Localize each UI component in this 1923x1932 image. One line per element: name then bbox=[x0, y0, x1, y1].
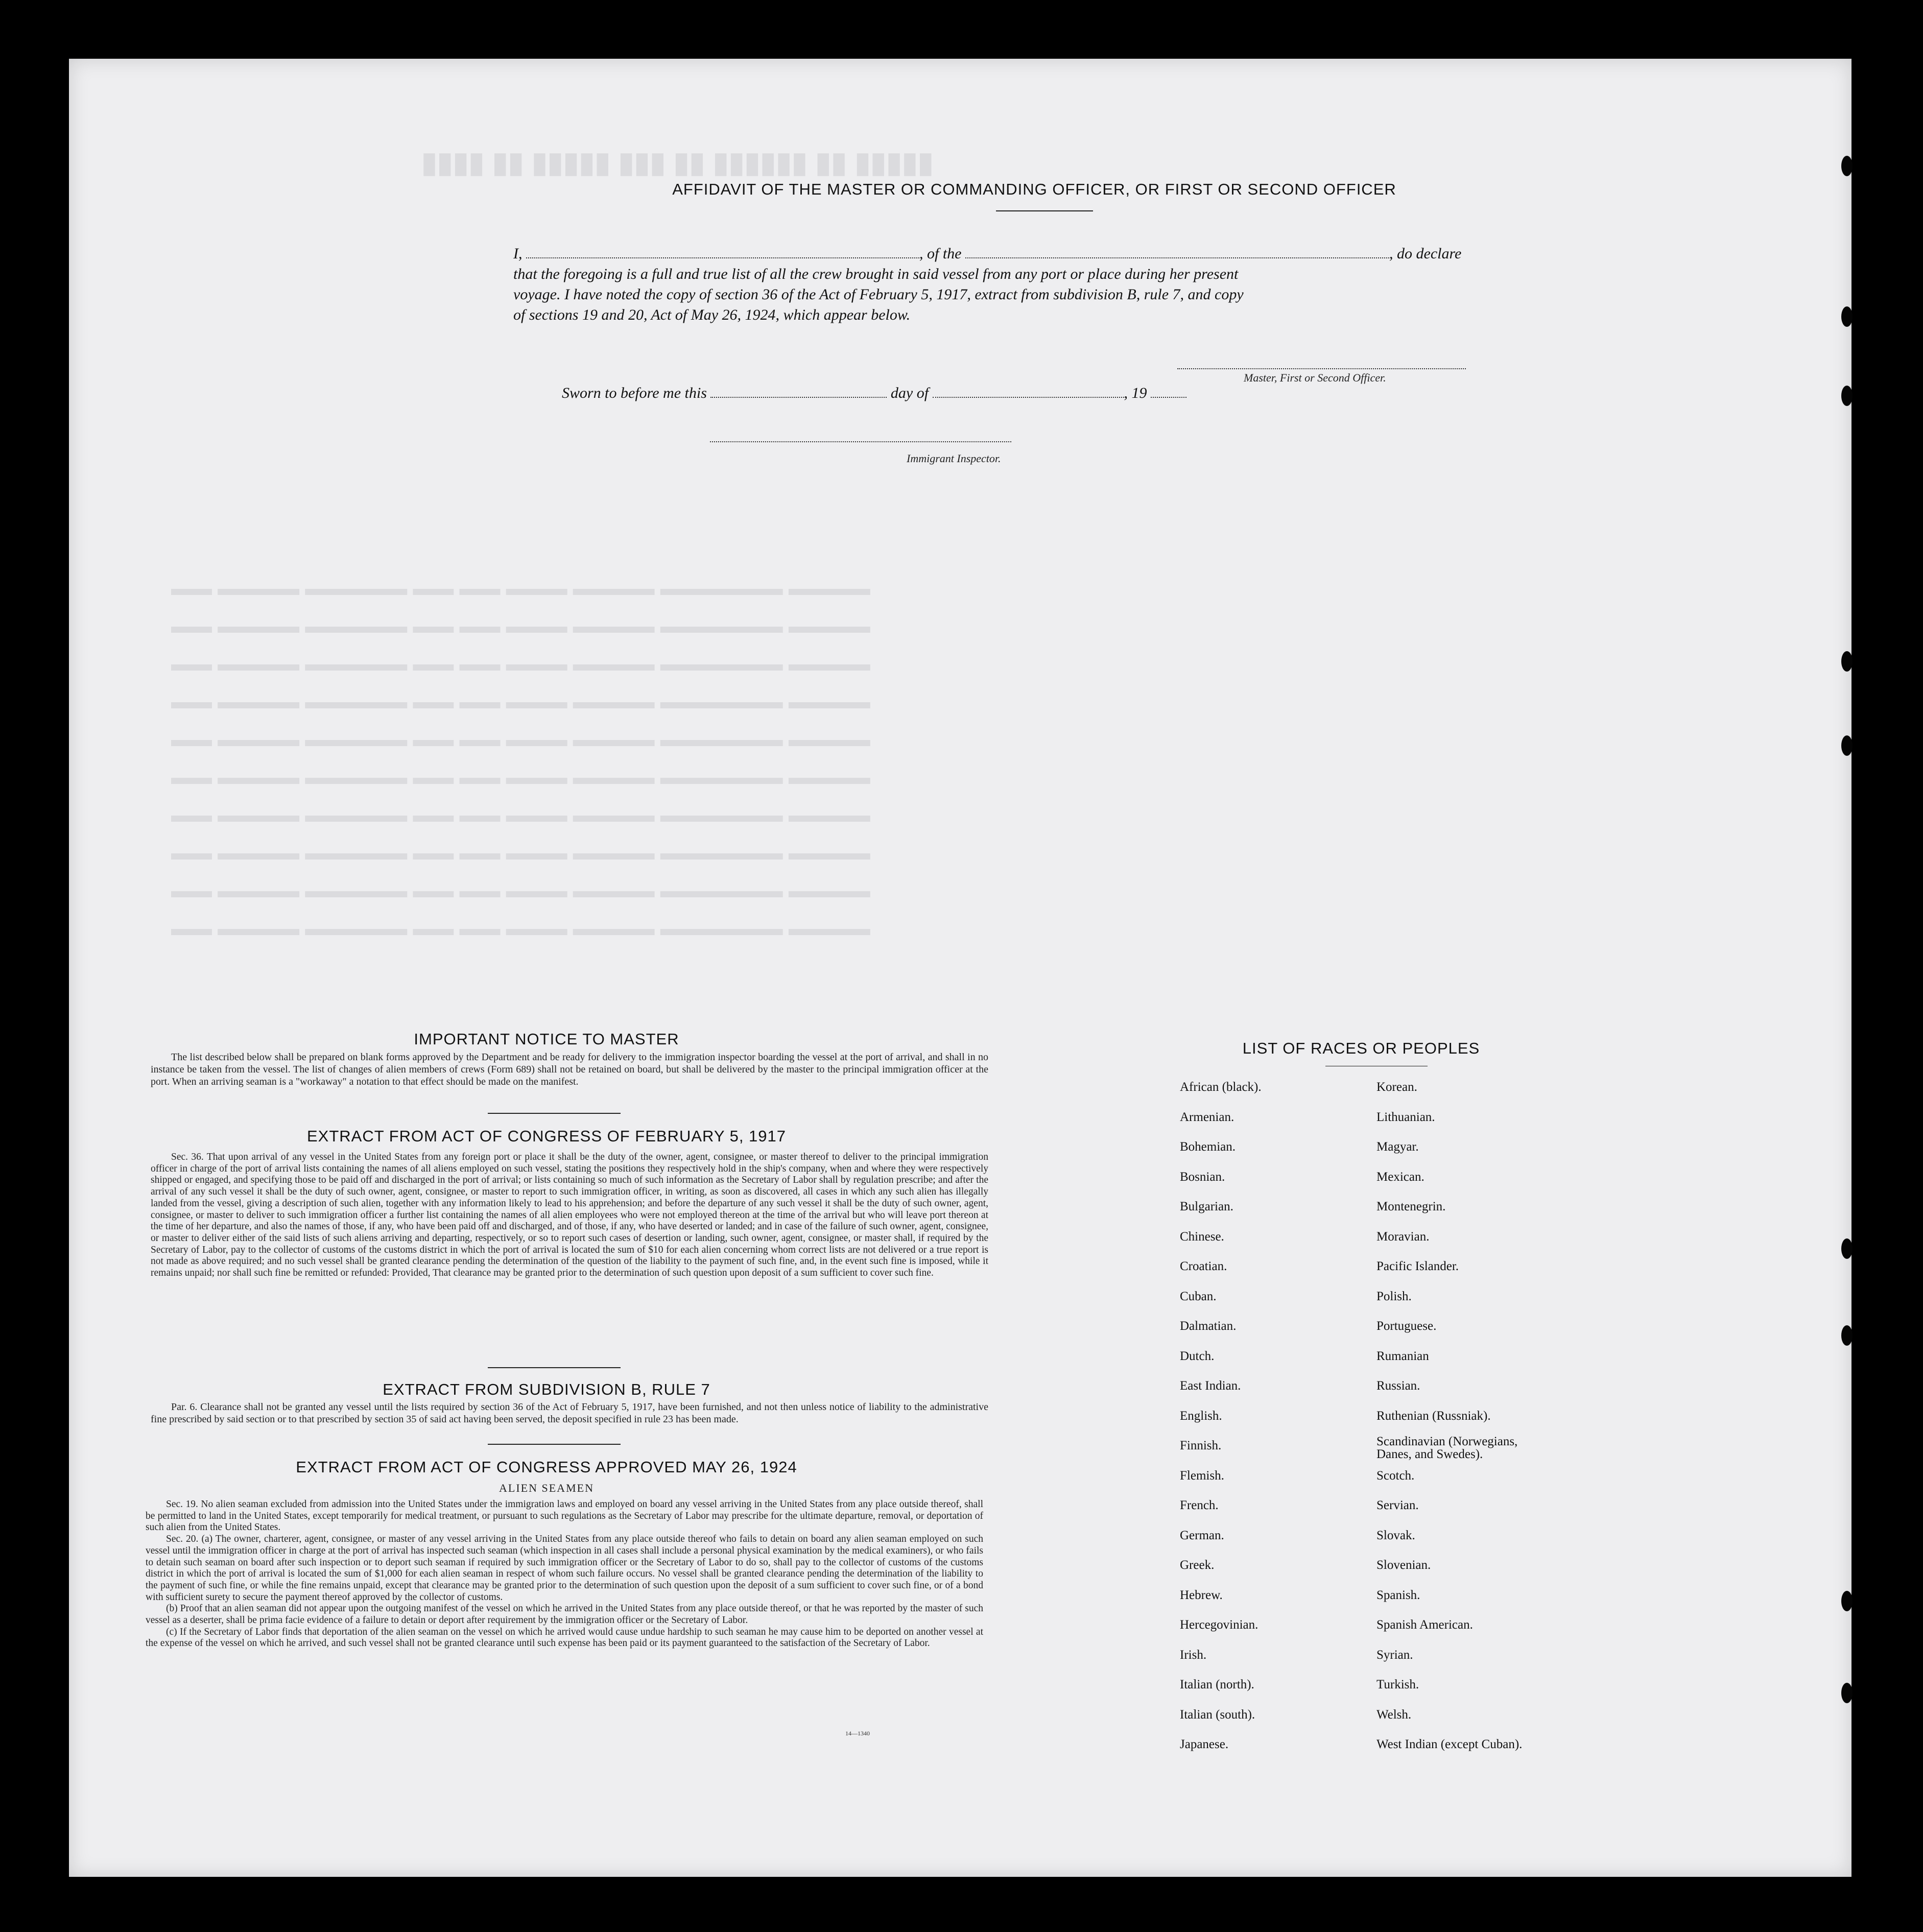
race-item: Rumanian bbox=[1376, 1349, 1429, 1363]
race-item: Dutch. bbox=[1180, 1349, 1215, 1363]
master-signature-line[interactable] bbox=[1177, 368, 1466, 369]
race-item: Moravian. bbox=[1376, 1229, 1430, 1244]
punch-hole bbox=[1841, 306, 1853, 327]
race-item: Croatian. bbox=[1180, 1259, 1227, 1273]
notice-title: IMPORTANT NOTICE TO MASTER bbox=[414, 1030, 679, 1048]
affidavit-line-1 bbox=[513, 244, 1576, 264]
rule-7-title: EXTRACT FROM SUBDIVISION B, RULE 7 bbox=[383, 1380, 710, 1398]
race-item: Italian (north). bbox=[1180, 1678, 1254, 1691]
rule-7-text bbox=[151, 1401, 988, 1425]
race-item: French. bbox=[1180, 1498, 1219, 1512]
races-right-column bbox=[1376, 1072, 1545, 1760]
punch-hole bbox=[1841, 386, 1853, 406]
race-item: Flemish. bbox=[1180, 1468, 1224, 1483]
punch-hole bbox=[1841, 1238, 1853, 1259]
race-item: English. bbox=[1180, 1409, 1222, 1423]
sec-20a-paragraph: Sec. 20. (a) The owner, charterer, agent, consignee, or master of any vessel arriving in the United States from any place outside thereof who fails to detain on board any alien seaman employed on such vessel until the immigration officer in charge at the port of arrival has inspected such seaman (which inspection in all cases shall include a personal physical examination by the medical examiners), or who fails to detain such seaman on board after such inspection or to deport such seaman if required by such immigration officer or the Secretary of Labor to do so, shall pay to the collector of customs of the customs district in which the port of arrival is located the sum of $1,000 for each alien seaman in respect of whom such failure occurs. No vessel shall be granted clearance pending the determination of the liability to the payment of such fine, or while the fine remains unpaid, except that clearance may be granted prior to the determination of such question upon the deposit of a sum sufficient to cover such fine, or of a bond with sufficient surety to secure the payment thereof approved by the collector of customs. bbox=[146, 1534, 983, 1603]
race-item: Bulgarian. bbox=[1180, 1200, 1233, 1213]
race-item: Pacific Islander. bbox=[1376, 1259, 1459, 1273]
race-item: Montenegrin. bbox=[1376, 1200, 1446, 1213]
race-item: Scotch. bbox=[1376, 1468, 1415, 1483]
day-of-label: day of bbox=[890, 385, 929, 401]
extract-1917-text bbox=[151, 1152, 988, 1279]
bleed-through-text: ▮▮▮▮▮ ▮▮ ▮▮▮▮▮▮ ▮▮ ▮▮▮ ▮▮▮▮▮ ▮▮ ▮▮▮▮ bbox=[421, 146, 934, 178]
inspector-signature-line[interactable] bbox=[710, 441, 1011, 442]
affidavit-line-2: that the foregoing is a full and true list of all the crew brought in said vessel from any port or place during her present bbox=[513, 266, 1239, 282]
par-6-paragraph: Par. 6. Clearance shall not be granted any vessel until the lists required by section 36 of the Act of February 5, 1917, have been furnished, and not then unless notice of liability to the administrative fine prescribed by said section or to that prescribed by section 35 of said act having been served, the deposit specified in rule 23 has been made. bbox=[151, 1401, 988, 1425]
master-signature-label: Master, First or Second Officer. bbox=[1244, 371, 1386, 384]
race-item: Italian (south). bbox=[1180, 1707, 1255, 1722]
name-blank[interactable] bbox=[526, 257, 919, 258]
race-item: Lithuanian. bbox=[1376, 1110, 1435, 1124]
race-item: Spanish. bbox=[1376, 1588, 1420, 1602]
race-item: Hebrew. bbox=[1180, 1588, 1223, 1602]
race-item: Slovenian. bbox=[1376, 1558, 1431, 1572]
affidavit-line-3: voyage. I have noted the copy of section 36 of the Act of February 5, 1917, extract from subdivision B, rule 7, and copy bbox=[513, 286, 1244, 303]
race-item: African (black). bbox=[1180, 1080, 1262, 1094]
race-item: Finnish. bbox=[1180, 1439, 1222, 1452]
section-rule bbox=[488, 1367, 621, 1368]
race-item: East Indian. bbox=[1180, 1379, 1241, 1393]
extract-1924-title: EXTRACT FROM ACT OF CONGRESS APPROVED MAY 26, 1924 bbox=[296, 1458, 797, 1476]
race-item: Portuguese. bbox=[1376, 1319, 1437, 1333]
race-item: Bosnian. bbox=[1180, 1170, 1225, 1184]
punch-hole bbox=[1841, 156, 1853, 176]
race-item: Slovak. bbox=[1376, 1528, 1415, 1542]
race-item: Hercegovinian. bbox=[1180, 1618, 1259, 1632]
race-item: Turkish. bbox=[1376, 1678, 1419, 1691]
affidavit-title: AFFIDAVIT OF THE MASTER OR COMMANDING OFFICER, OR FIRST OR SECOND OFFICER bbox=[672, 180, 1396, 198]
sworn-day-blank[interactable] bbox=[710, 396, 887, 398]
bleed-through-columns: ▬▬ ▬▬▬▬ ▬▬▬▬▬ ▬▬ ▬▬ ▬▬▬ ▬▬▬▬ ▬▬▬▬▬▬ ▬▬▬▬ ▬▬ ▬▬▬▬ ▬▬▬▬▬ ▬▬ ▬▬ ▬▬▬ ▬▬▬▬ ▬▬▬▬▬▬ ▬▬▬▬ ▬▬ ▬▬▬▬ ▬▬▬▬▬ ▬▬ ▬▬ ▬▬▬ ▬▬▬▬ ▬▬▬▬▬▬ ▬▬▬▬ ▬▬ ▬▬▬▬ ▬▬▬▬▬ ▬▬ ▬▬ ▬▬▬ ▬▬▬▬ ▬▬▬▬▬▬ ▬▬▬▬ ▬▬ ▬▬▬▬ ▬▬▬▬▬ ▬▬ ▬▬ ▬▬▬ ▬▬▬▬ ▬▬▬▬▬▬ ▬▬▬▬ ▬▬ ▬▬▬▬ ▬▬▬▬▬ ▬▬ ▬▬ ▬▬▬ ▬▬▬▬ ▬▬▬▬▬▬ ▬▬▬▬ ▬▬ ▬▬▬▬ ▬▬▬▬▬ ▬▬ ▬▬ ▬▬▬ ▬▬▬▬ ▬▬▬▬▬▬ ▬▬▬▬ ▬▬ ▬▬▬▬ ▬▬▬▬▬ ▬▬ ▬▬ ▬▬▬ ▬▬▬▬ ▬▬▬▬▬▬ ▬▬▬▬ ▬▬ ▬▬▬▬ ▬▬▬▬▬ ▬▬ ▬▬ ▬▬▬ ▬▬▬▬ ▬▬▬▬▬▬ ▬▬▬▬ ▬▬ ▬▬▬▬ ▬▬▬▬▬ ▬▬ ▬▬ ▬▬▬ ▬▬▬▬ ▬▬▬▬▬▬ ▬▬▬▬ bbox=[171, 577, 870, 940]
inspector-label: Immigrant Inspector. bbox=[907, 452, 1001, 465]
race-item: Japanese. bbox=[1180, 1737, 1229, 1751]
race-item: Servian. bbox=[1376, 1498, 1419, 1512]
form-page bbox=[69, 59, 1851, 1877]
affidavit-line-4: of sections 19 and 20, Act of May 26, 1924, which appear below. bbox=[513, 306, 911, 323]
sworn-line bbox=[562, 383, 1277, 403]
race-item: Spanish American. bbox=[1376, 1618, 1473, 1632]
punch-hole bbox=[1841, 1591, 1853, 1611]
sec-36-paragraph: Sec. 36. That upon arrival of any vessel in the United States from any foreign port or place it shall be the duty of the owner, agent, consignee, or master thereof to deliver to the principal immigration officer in charge of the port of arrival lists containing the names of all aliens employed on such vessel, stating the positions they respectively hold in the ship's company, when and where they were respectively shipped or engaged, and specifying those to be paid off and discharged in the port of arrival; or lists containing so much of such information as the Secretary of Labor shall by regulation prescribe; and after the arrival of any such vessel it shall be the duty of such owner, agent, consignee, or master to report to such immigration officer, in writing, as soon as discovered, all cases in which any such alien has illegally landed from the vessel, giving a description of such alien, together with any information likely to lead to his apprehension; and before the departure of any such vessel it shall be the duty of such owner, agent, consignee, or master to deliver to such immigration officer a further list containing the names of all alien employees who were not employed thereon at the time of the arrival but who will leave port thereon at the time of her departure, and also the names of those, if any, who have been paid off and discharged, and of those, if any, who have deserted or landed; and in case of the failure of such owner, agent, consignee, or master to deliver either of the said lists of such aliens arriving and departing, respectively, or so to report such cases of desertion or landing, such owner, agent, consignee, or master shall, if required by the Secretary of Labor, pay to the collector of customs of the customs district in which the port of arrival is located the sum of $10 for each alien concerning whom correct lists are not delivered or a true report is not made as above required; and no such vessel shall be granted clearance pending the determination of the question of the liability to the payment of such fine, and, in the event such fine is imposed, while it remains unpaid; nor shall such fine be remitted or refunded: Provided, That clearance may be granted prior to the determination of such question upon deposit of a sum sufficient to cover such fine. bbox=[151, 1152, 988, 1279]
alien-seamen-subtitle: ALIEN SEAMEN bbox=[499, 1482, 594, 1494]
races-title: LIST OF RACES OR PEOPLES bbox=[1242, 1039, 1480, 1057]
i-label: I, bbox=[513, 245, 523, 262]
extract-1924-text bbox=[146, 1499, 983, 1650]
race-item: Irish. bbox=[1180, 1648, 1207, 1662]
year-prefix: , 19 bbox=[1124, 385, 1147, 401]
sec-20c-paragraph: (c) If the Secretary of Labor finds that deportation of the alien seaman on the vessel on which he arrived would cause undue hardship to such seaman he may cause him to be deported on another vessel at the expense of the vessel on which he arrived, and such vessel shall not be granted clearance until such expense has been paid or its payment guaranteed to the satisfaction of the Secretary of Labor. bbox=[146, 1626, 983, 1649]
of-the-label: , of the bbox=[919, 245, 962, 262]
race-item: West Indian (except Cuban). bbox=[1376, 1737, 1523, 1751]
punch-hole bbox=[1841, 1683, 1853, 1703]
race-item: Mexican. bbox=[1376, 1170, 1425, 1184]
vessel-blank[interactable] bbox=[965, 257, 1389, 258]
race-item: Syrian. bbox=[1376, 1648, 1413, 1662]
sec-20b-paragraph: (b) Proof that an alien seaman did not appear upon the outgoing manifest of the vessel on which he arrived in the United States from any place outside thereof, or that he was reported by the master of such vessel as a deserter, shall be prima facie evidence of a failure to detain or deport after requirement by the immigration officer or the Secretary of Labor. bbox=[146, 1603, 983, 1626]
race-item: Ruthenian (Russniak). bbox=[1376, 1409, 1491, 1423]
race-item: Welsh. bbox=[1376, 1707, 1412, 1722]
punch-hole bbox=[1841, 1325, 1853, 1346]
races-left-column bbox=[1180, 1072, 1262, 1760]
race-item: Korean. bbox=[1376, 1080, 1417, 1094]
sworn-month-blank[interactable] bbox=[933, 396, 1124, 398]
sec-19-paragraph: Sec. 19. No alien seaman excluded from admission into the United States under the immigration laws and employed on board any vessel arriving in the United States from any place outside thereof, shall be permitted to land in the United States, except temporarily for medical treatment, or pursuant to such regulations as the Secretary of Labor may prescribe for the ultimate departure, removal, or deportation of such alien from the United States. bbox=[146, 1499, 983, 1533]
race-item: Cuban. bbox=[1180, 1289, 1217, 1303]
race-item: Bohemian. bbox=[1180, 1140, 1236, 1154]
race-item: German. bbox=[1180, 1528, 1224, 1542]
race-item: Chinese. bbox=[1180, 1229, 1224, 1244]
race-item: Russian. bbox=[1376, 1379, 1420, 1393]
title-rule bbox=[996, 210, 1093, 211]
race-item: Armenian. bbox=[1180, 1110, 1234, 1124]
section-rule bbox=[488, 1113, 621, 1114]
race-item: Dalmatian. bbox=[1180, 1319, 1237, 1333]
race-item: Scandinavian (Norwegians, Danes, and Swedes). bbox=[1376, 1435, 1518, 1461]
extract-1917-title: EXTRACT FROM ACT OF CONGRESS OF FEBRUARY 5, 1917 bbox=[306, 1127, 787, 1145]
do-declare-label: , do declare bbox=[1389, 245, 1462, 262]
punch-hole bbox=[1841, 735, 1853, 756]
sworn-prefix: Sworn to before me this bbox=[562, 385, 707, 401]
race-item: Greek. bbox=[1180, 1558, 1215, 1572]
form-number: 14—1340 bbox=[845, 1730, 870, 1737]
notice-text bbox=[151, 1051, 988, 1088]
race-item: Magyar. bbox=[1376, 1140, 1419, 1154]
race-item: Polish. bbox=[1376, 1289, 1412, 1303]
punch-hole bbox=[1841, 651, 1853, 672]
notice-paragraph: The list described below shall be prepared on blank forms approved by the Department and be ready for delivery to the immigration inspector boarding the vessel at the port of arrival, and shall in no instance be taken from the vessel. The list of changes of alien members of crews (Form 689) shall not be retained on board, but shall be delivered by the master to the principal immigration officer at the port. When an arriving seaman is a "workaway" a notation to that effect should be made on the manifest. bbox=[151, 1052, 988, 1087]
sworn-year-blank[interactable] bbox=[1151, 396, 1186, 398]
section-rule bbox=[488, 1444, 621, 1445]
